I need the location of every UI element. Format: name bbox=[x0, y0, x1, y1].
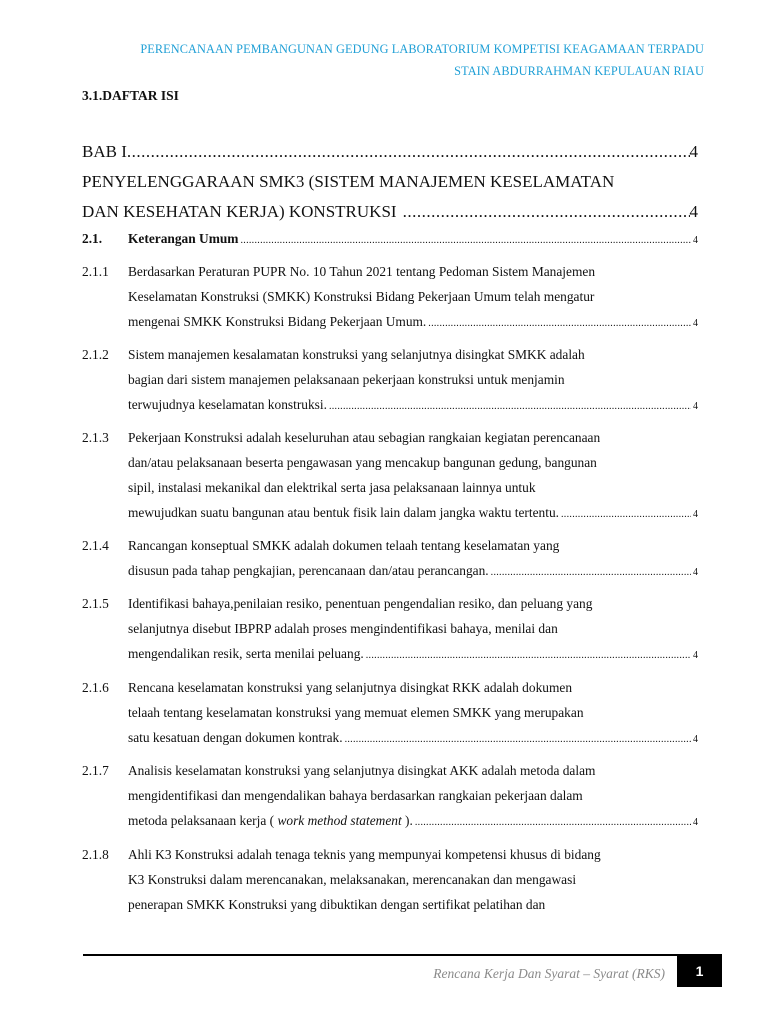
toc-entry-text: dan/atau pelaksanaan beserta pengawasan yang mencakup bangunan gedung, bangunan bbox=[128, 455, 597, 470]
toc-entry-number: 2.1.3 bbox=[82, 430, 109, 445]
toc-dot-leader bbox=[561, 509, 691, 520]
toc-entry-text: Analisis keselamatan konstruksi yang selanjutnya disingkat AKK adalah metoda dalam bbox=[128, 763, 596, 778]
running-header-line-2: STAIN ABDURRAHMAN KEPULAUAN RIAU bbox=[454, 64, 704, 78]
toc-page-number: 4 bbox=[693, 509, 698, 520]
toc-page-number: 4 bbox=[693, 235, 698, 246]
toc-page-number: 4 bbox=[693, 318, 698, 329]
toc-entry-text: penerapan SMKK Konstruksi yang dibuktikan dengan sertifikat pelatihan dan bbox=[128, 897, 546, 912]
toc-entry-text: Ahli K3 Konstruksi adalah tenaga teknis yang mempunyai kompetensi khusus di bidang bbox=[128, 847, 601, 862]
toc-entry-text: terwujudnya keselamatan konstruksi. bbox=[128, 397, 327, 412]
toc-entry-text: mewujudkan suatu bangunan atau bentuk fisik lain dalam jangka waktu tertentu. bbox=[128, 505, 559, 520]
toc-entry-chapter-title-line-2[interactable] bbox=[82, 202, 698, 222]
toc-page-number: 4 bbox=[693, 817, 698, 828]
footer-document-title: Rencana Kerja Dan Syarat – Syarat (RKS) bbox=[433, 966, 665, 981]
toc-entry-text bbox=[128, 813, 413, 829]
toc-entry-text: sipil, instalasi mekanikal dan elektrikal serta jasa pelaksanaan lainnya untuk bbox=[128, 480, 536, 495]
toc-entry-text: mengidentifikasi dan mengendalikan bahaya berdasarkan rangkaian pekerjaan dalam bbox=[128, 788, 583, 803]
toc-dot-leader bbox=[240, 235, 691, 246]
toc-entry-text: Keselamatan Konstruksi (SMKK) Konstruksi Bidang Pekerjaan Umum telah mengatur bbox=[128, 289, 595, 304]
toc-entry-text: mengendalikan resik, serta menilai peluang. bbox=[128, 646, 364, 661]
toc-dot-leader bbox=[345, 734, 691, 745]
toc-entry-label: BAB I bbox=[82, 142, 127, 161]
toc-entry-number: 2.1.6 bbox=[82, 680, 109, 695]
toc-entry-text: telaah tentang keselamatan konstruksi yang memuat elemen SMKK yang merupakan bbox=[128, 705, 584, 720]
toc-entry-label: DAN KESEHATAN KERJA) KONSTRUKSI bbox=[82, 202, 397, 221]
toc-dot-leader bbox=[127, 142, 690, 162]
toc-entry-number: 2.1.4 bbox=[82, 538, 109, 553]
toc-entry-number: 2.1.7 bbox=[82, 763, 109, 778]
toc-entry-label: PENYELENGGARAAN SMK3 (SISTEM MANAJEMEN KESELAMATAN bbox=[82, 172, 615, 191]
toc-entry-text: Rencana keselamatan konstruksi yang selanjutnya disingkat RKK adalah dokumen bbox=[128, 680, 573, 695]
footer-divider bbox=[83, 954, 721, 956]
toc-entry-number: 2.1.1 bbox=[82, 264, 109, 279]
toc-entry-number: 2.1.8 bbox=[82, 847, 109, 862]
toc-entry-text-italic: work method statement bbox=[277, 813, 402, 828]
toc-entry-text: Berdasarkan Peraturan PUPR No. 10 Tahun 2021 tentang Pedoman Sistem Manajemen bbox=[128, 264, 596, 279]
toc-page-number: 4 bbox=[693, 567, 698, 578]
toc-entry-text: satu kesatuan dengan dokumen kontrak. bbox=[128, 730, 343, 745]
toc-entry-text: bagian dari sistem manajemen pelaksanaan pekerjaan konstruksi untuk menjamin bbox=[128, 372, 565, 387]
toc-dot-leader bbox=[428, 318, 691, 329]
toc-dot-leader bbox=[366, 650, 691, 661]
toc-entry-text: Rancangan konseptual SMKK adalah dokumen telaah tentang keselamatan yang bbox=[128, 538, 560, 553]
toc-entry-bab-1[interactable] bbox=[82, 142, 698, 162]
toc-page-number: 4 bbox=[693, 650, 698, 661]
section-title: 3.1.DAFTAR ISI bbox=[82, 88, 179, 103]
toc-dot-leader bbox=[415, 817, 691, 828]
page-number-badge: 1 bbox=[677, 954, 722, 987]
toc-entry-number: 2.1. bbox=[82, 231, 103, 246]
toc-dot-leader bbox=[329, 401, 691, 412]
toc-entry-text-suffix: ). bbox=[401, 813, 413, 828]
toc-entry-text-prefix: metoda pelaksanaan kerja ( bbox=[128, 813, 278, 828]
toc-entry-text: disusun pada tahap pengkajian, perencanaan dan/atau perancangan. bbox=[128, 563, 489, 578]
toc-entry-text: K3 Konstruksi dalam merencanakan, melaksanakan, merencanakan dan mengawasi bbox=[128, 872, 577, 887]
toc-entry-text: Pekerjaan Konstruksi adalah keseluruhan atau sebagian rangkaian kegiatan perencanaan bbox=[128, 430, 601, 445]
toc-entry-number: 2.1.5 bbox=[82, 596, 109, 611]
toc-entry-text: Keterangan Umum bbox=[128, 231, 239, 246]
toc-entry-text: selanjutnya disebut IBPRP adalah proses mengindentifikasi bahaya, menilai dan bbox=[128, 621, 558, 636]
toc-page-number: 4 bbox=[689, 142, 698, 161]
toc-entry-chapter-title-line-1[interactable] bbox=[82, 172, 698, 192]
toc-page-number: 4 bbox=[693, 401, 698, 412]
toc-entry-text: mengenai SMKK Konstruksi Bidang Pekerjaan Umum. bbox=[128, 314, 427, 329]
toc-page-number: 4 bbox=[689, 202, 698, 221]
toc-dot-leader bbox=[491, 567, 691, 578]
running-header-line-1: PERENCANAAN PEMBANGUNAN GEDUNG LABORATORIUM KOMPETISI KEAGAMAAN TERPADU bbox=[140, 42, 704, 56]
toc-page-number: 4 bbox=[693, 734, 698, 745]
toc-entry-number: 2.1.2 bbox=[82, 347, 109, 362]
toc-dot-leader bbox=[403, 202, 690, 222]
toc-entry-text: Identifikasi bahaya,penilaian resiko, penentuan pengendalian resiko, dan peluang yang bbox=[128, 596, 593, 611]
toc-entry-text: Sistem manajemen kesalamatan konstruksi yang selanjutnya disingkat SMKK adalah bbox=[128, 347, 585, 362]
